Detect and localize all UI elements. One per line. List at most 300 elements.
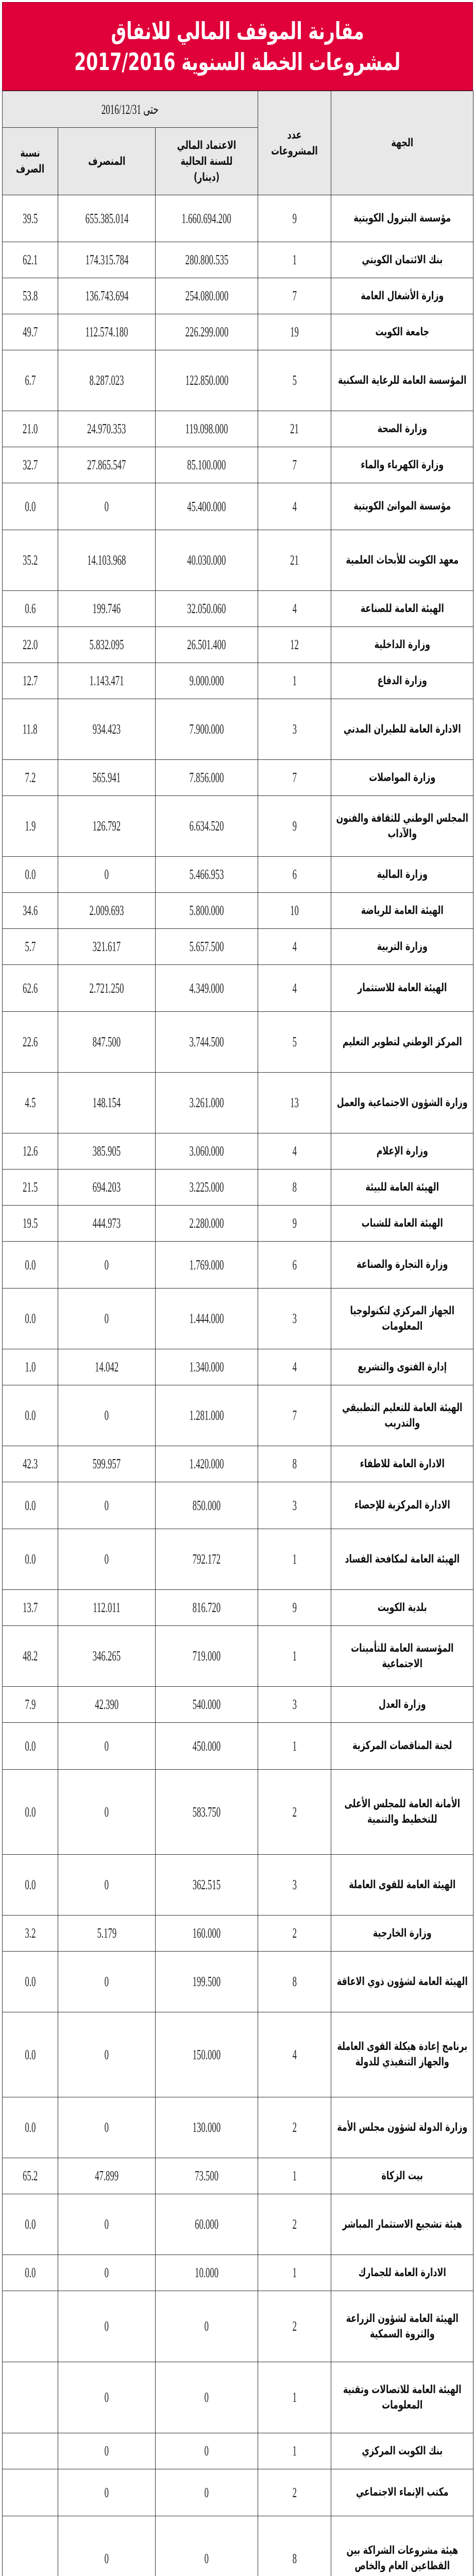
cell-count: 7 <box>258 760 331 796</box>
cell-entity: المركز الوطني لتطوير التعليم <box>331 1012 473 1073</box>
cell-count: 1 <box>258 1529 331 1590</box>
cell-entity: معهد الكويت للأبحاث العلمية <box>331 530 473 591</box>
header-spent: المنصرف <box>58 128 156 195</box>
cell-count: 1 <box>258 1723 331 1770</box>
table-row <box>3 1289 473 1349</box>
cell-spent: 655.385.014 <box>58 195 156 242</box>
table-row <box>3 1916 473 1952</box>
cell-count: 1 <box>258 242 331 278</box>
table-row <box>3 627 473 663</box>
cell-spent: 14.042 <box>58 1349 156 1385</box>
cell-spent: 2.721.250 <box>58 965 156 1012</box>
cell-spent: 0 <box>58 483 156 530</box>
cell-spent: 321.617 <box>58 929 156 965</box>
cell-spent: 0 <box>58 1385 156 1446</box>
cell-allocation: 7.856.000 <box>156 760 258 796</box>
cell-pct: 0.0 <box>3 2012 58 2097</box>
cell-entity: مؤسسة الموانئ الكويتية <box>331 483 473 530</box>
cell-count: 2 <box>258 1916 331 1952</box>
cell-spent: 148.154 <box>58 1073 156 1133</box>
cell-spent: 599.957 <box>58 1446 156 1482</box>
cell-pct: 53.8 <box>3 278 58 314</box>
cell-count: 9 <box>258 1206 331 1242</box>
cell-allocation: 122.850.000 <box>156 350 258 411</box>
cell-allocation: 40.030.000 <box>156 530 258 591</box>
cell-entity: الهيئة العامة لشؤون ذوي الاعاقة <box>331 1952 473 2012</box>
cell-allocation: 199.500 <box>156 1952 258 2012</box>
cell-pct: 12.7 <box>3 663 58 699</box>
cell-count: 3 <box>258 1855 331 1916</box>
cell-allocation: 1.340.000 <box>156 1349 258 1385</box>
cell-entity: الهيئة العامة لمكافحة الفساد <box>331 1529 473 1590</box>
title-band <box>2 2 473 91</box>
cell-count: 21 <box>258 411 331 447</box>
cell-entity: الادارة العامة للجمارك <box>331 2255 473 2291</box>
cell-spent: 0 <box>58 1723 156 1770</box>
cell-count: 9 <box>258 1590 331 1626</box>
table-row <box>3 1349 473 1385</box>
cell-allocation: 5.466.953 <box>156 857 258 893</box>
cell-spent: 565.941 <box>58 760 156 796</box>
cell-allocation: 254.080.000 <box>156 278 258 314</box>
cell-allocation: 0 <box>156 2362 258 2433</box>
table-body <box>3 195 473 2576</box>
cell-count: 5 <box>258 1012 331 1073</box>
table-row <box>3 2255 473 2291</box>
cell-allocation: 32.050.060 <box>156 591 258 627</box>
cell-entity: الهيئة العامة للتعليم التطبيقي والتدريب <box>331 1385 473 1446</box>
table-row <box>3 2291 473 2362</box>
table-row <box>3 2194 473 2255</box>
cell-entity: الجهاز المركزي لتكنولوجيا المعلومات <box>331 1289 473 1349</box>
cell-allocation: 0 <box>156 2291 258 2362</box>
table-row <box>3 1133 473 1170</box>
cell-allocation: 1.660.694.200 <box>156 195 258 242</box>
table-row <box>3 965 473 1012</box>
cell-count: 2 <box>258 2469 331 2516</box>
cell-entity: الأمانة العامة للمجلس الأعلى للتخطيط والتنمية <box>331 1770 473 1855</box>
cell-spent: 0 <box>58 2516 156 2576</box>
cell-pct: 5.7 <box>3 929 58 965</box>
cell-pct: 0.0 <box>3 1385 58 1446</box>
cell-spent: 0 <box>58 1529 156 1590</box>
table-row <box>3 1482 473 1529</box>
cell-entity: بلدية الكويت <box>331 1590 473 1626</box>
cell-spent: 112.011 <box>58 1590 156 1626</box>
cell-pct <box>3 2469 58 2516</box>
cell-spent: 27.865.547 <box>58 447 156 483</box>
cell-entity: وزارة الكهرباء والماء <box>331 447 473 483</box>
cell-count: 6 <box>258 857 331 893</box>
cell-spent: 42.390 <box>58 1687 156 1723</box>
cell-allocation: 583.750 <box>156 1770 258 1855</box>
cell-count: 3 <box>258 699 331 760</box>
cell-pct <box>3 2362 58 2433</box>
cell-spent: 0 <box>58 1242 156 1289</box>
table-row <box>3 1206 473 1242</box>
cell-pct: 21.5 <box>3 1170 58 1206</box>
cell-entity: وزارة المالية <box>331 857 473 893</box>
cell-pct: 0.0 <box>3 1723 58 1770</box>
cell-allocation: 3.744.500 <box>156 1012 258 1073</box>
cell-pct: 0.0 <box>3 1529 58 1590</box>
cell-pct: 48.2 <box>3 1626 58 1687</box>
cell-allocation: 362.515 <box>156 1855 258 1916</box>
cell-entity: المؤسسة العامة للرعاية السكنية <box>331 350 473 411</box>
cell-allocation: 816.720 <box>156 1590 258 1626</box>
cell-spent: 0 <box>58 2097 156 2158</box>
cell-allocation: 130.000 <box>156 2097 258 2158</box>
header-pct: نسبة الصرف <box>3 128 58 195</box>
cell-allocation: 60.000 <box>156 2194 258 2255</box>
cell-count: 2 <box>258 2194 331 2255</box>
cell-allocation: 150.000 <box>156 2012 258 2097</box>
cell-spent: 8.287.023 <box>58 350 156 411</box>
cell-count: 6 <box>258 1242 331 1289</box>
header-period: حتى 2016/12/31 <box>3 91 258 128</box>
cell-spent: 112.574.180 <box>58 314 156 350</box>
cell-pct: 0.0 <box>3 857 58 893</box>
cell-pct: 0.0 <box>3 1770 58 1855</box>
table-row <box>3 929 473 965</box>
table-row <box>3 530 473 591</box>
cell-pct <box>3 2433 58 2469</box>
cell-count: 10 <box>258 893 331 929</box>
cell-entity: الادارة العامة للاطفاء <box>331 1446 473 1482</box>
cell-allocation: 540.000 <box>156 1687 258 1723</box>
table-row <box>3 278 473 314</box>
cell-allocation: 6.634.520 <box>156 796 258 857</box>
cell-pct: 19.5 <box>3 1206 58 1242</box>
cell-entity: الادارة العامة للطيران المدني <box>331 699 473 760</box>
cell-spent: 1.143.471 <box>58 663 156 699</box>
cell-pct: 0.0 <box>3 1952 58 2012</box>
cell-entity: هيئة تشجيع الاستثمار المباشر <box>331 2194 473 2255</box>
cell-spent: 694.203 <box>58 1170 156 1206</box>
cell-pct: 13.7 <box>3 1590 58 1626</box>
cell-allocation: 450.000 <box>156 1723 258 1770</box>
table-row <box>3 1687 473 1723</box>
cell-allocation: 0 <box>156 2516 258 2576</box>
cell-entity: الهيئة العامة للاتصالات وتقنية المعلومات <box>331 2362 473 2433</box>
cell-count: 7 <box>258 447 331 483</box>
cell-allocation: 45.400.000 <box>156 483 258 530</box>
table-row <box>3 1073 473 1133</box>
cell-pct: 35.2 <box>3 530 58 591</box>
cell-entity: وزارة المواصلات <box>331 760 473 796</box>
cell-allocation: 1.281.000 <box>156 1385 258 1446</box>
cell-spent: 24.970.353 <box>58 411 156 447</box>
cell-count: 2 <box>258 1770 331 1855</box>
cell-count: 4 <box>258 2012 331 2097</box>
table-row <box>3 1012 473 1073</box>
table-row <box>3 663 473 699</box>
cell-pct: 3.2 <box>3 1916 58 1952</box>
table-row <box>3 2362 473 2433</box>
cell-pct: 49.7 <box>3 314 58 350</box>
table-row <box>3 1626 473 1687</box>
cell-allocation: 85.100.000 <box>156 447 258 483</box>
cell-pct: 32.7 <box>3 447 58 483</box>
table-row <box>3 2097 473 2158</box>
cell-allocation: 73.500 <box>156 2158 258 2194</box>
cell-allocation: 160.000 <box>156 1916 258 1952</box>
table-row <box>3 2469 473 2516</box>
cell-spent: 136.743.694 <box>58 278 156 314</box>
cell-count: 3 <box>258 1687 331 1723</box>
cell-pct: 42.3 <box>3 1446 58 1482</box>
cell-spent: 0 <box>58 1770 156 1855</box>
table-row <box>3 1170 473 1206</box>
cell-spent: 0 <box>58 2255 156 2291</box>
cell-count: 4 <box>258 483 331 530</box>
cell-allocation: 2.280.000 <box>156 1206 258 1242</box>
table-row <box>3 2516 473 2576</box>
header-count: عدد المشروعات <box>258 91 331 195</box>
table-row <box>3 1529 473 1590</box>
cell-entity: الهيئة العامة للرياضة <box>331 893 473 929</box>
cell-allocation: 26.501.400 <box>156 627 258 663</box>
cell-spent: 5.179 <box>58 1916 156 1952</box>
cell-entity: بيت الزكاة <box>331 2158 473 2194</box>
cell-pct: 0.0 <box>3 2194 58 2255</box>
cell-pct: 22.0 <box>3 627 58 663</box>
cell-spent: 0 <box>58 1952 156 2012</box>
table-row <box>3 1723 473 1770</box>
cell-entity: مكتب الإنماء الاجتماعي <box>331 2469 473 2516</box>
title-line-2: لمشروعات الخطة السنوية 2017/2016 <box>74 48 401 76</box>
infographic-sheet <box>2 2 473 2576</box>
cell-count: 19 <box>258 314 331 350</box>
cell-entity: المؤسسة العامة للتأمينات الاجتماعية <box>331 1626 473 1687</box>
cell-entity: وزارة التجارة والصناعة <box>331 1242 473 1289</box>
table-row <box>3 893 473 929</box>
table-row <box>3 195 473 242</box>
cell-pct: 39.5 <box>3 195 58 242</box>
table-row <box>3 483 473 530</box>
cell-allocation: 719.000 <box>156 1626 258 1687</box>
cell-entity: الهيئة العامة للشباب <box>331 1206 473 1242</box>
cell-count: 5 <box>258 350 331 411</box>
cell-pct: 0.0 <box>3 2097 58 2158</box>
cell-allocation: 0 <box>156 2433 258 2469</box>
cell-entity: الادارة المركزية للإحصاء <box>331 1482 473 1529</box>
table-row <box>3 2158 473 2194</box>
cell-count: 1 <box>258 2362 331 2433</box>
cell-entity: وزارة الداخلية <box>331 627 473 663</box>
table-row <box>3 796 473 857</box>
cell-spent: 0 <box>58 1289 156 1349</box>
cell-count: 3 <box>258 1482 331 1529</box>
cell-pct: 0.0 <box>3 1242 58 1289</box>
cell-entity: هيئة مشروعات الشراكة بين القطاعين العام والخاص <box>331 2516 473 2576</box>
cell-spent: 0 <box>58 2291 156 2362</box>
cell-entity: وزارة الإعلام <box>331 1133 473 1170</box>
cell-entity: الهيئة العامة للقوى العاملة <box>331 1855 473 1916</box>
cell-spent: 2.009.693 <box>58 893 156 929</box>
cell-count: 4 <box>258 1349 331 1385</box>
cell-count: 1 <box>258 2158 331 2194</box>
cell-entity: جامعة الكويت <box>331 314 473 350</box>
cell-allocation: 280.800.535 <box>156 242 258 278</box>
cell-spent: 5.832.095 <box>58 627 156 663</box>
cell-spent: 0 <box>58 2433 156 2469</box>
header-entity: الجهة <box>331 91 473 195</box>
cell-entity: برنامج إعادة هيكلة القوى العاملة والجهاز التنفيذي للدولة <box>331 2012 473 2097</box>
table-row <box>3 350 473 411</box>
cell-pct: 4.5 <box>3 1073 58 1133</box>
cell-allocation: 4.349.000 <box>156 965 258 1012</box>
cell-spent: 0 <box>58 2362 156 2433</box>
table-row <box>3 2012 473 2097</box>
cell-count: 9 <box>258 195 331 242</box>
cell-spent: 847.500 <box>58 1012 156 1073</box>
table-row <box>3 1385 473 1446</box>
cell-count: 8 <box>258 2516 331 2576</box>
cell-allocation: 3.060.000 <box>156 1133 258 1170</box>
cell-spent: 0 <box>58 2194 156 2255</box>
cell-count: 4 <box>258 591 331 627</box>
cell-pct: 22.6 <box>3 1012 58 1073</box>
cell-allocation: 0 <box>156 2469 258 2516</box>
table-row <box>3 242 473 278</box>
cell-pct: 0.6 <box>3 591 58 627</box>
cell-count: 3 <box>258 1289 331 1349</box>
cell-allocation: 5.657.500 <box>156 929 258 965</box>
cell-allocation: 119.098.000 <box>156 411 258 447</box>
cell-spent: 0 <box>58 857 156 893</box>
cell-pct: 1.9 <box>3 796 58 857</box>
cell-pct: 0.0 <box>3 1482 58 1529</box>
table-row <box>3 447 473 483</box>
cell-pct: 21.0 <box>3 411 58 447</box>
cell-count: 8 <box>258 1170 331 1206</box>
cell-entity: وزارة الدفاع <box>331 663 473 699</box>
cell-pct: 0.0 <box>3 483 58 530</box>
header-allocation: الاعتماد المالي للسنة الحالية (دينار) <box>156 128 258 195</box>
cell-count: 1 <box>258 663 331 699</box>
cell-count: 8 <box>258 1446 331 1482</box>
cell-entity: إدارة الفتوى والتشريع <box>331 1349 473 1385</box>
cell-count: 2 <box>258 2097 331 2158</box>
table-row <box>3 2433 473 2469</box>
cell-allocation: 1.420.000 <box>156 1446 258 1482</box>
spending-table <box>2 91 473 2576</box>
cell-pct: 62.6 <box>3 965 58 1012</box>
cell-spent: 0 <box>58 2469 156 2516</box>
cell-entity: وزارة الدولة لشؤون مجلس الأمة <box>331 2097 473 2158</box>
cell-spent: 934.423 <box>58 699 156 760</box>
cell-count: 4 <box>258 1133 331 1170</box>
cell-count: 13 <box>258 1073 331 1133</box>
cell-count: 1 <box>258 2433 331 2469</box>
cell-count: 1 <box>258 1626 331 1687</box>
cell-allocation: 5.800.000 <box>156 893 258 929</box>
cell-pct: 34.6 <box>3 893 58 929</box>
table-row <box>3 1952 473 2012</box>
cell-pct <box>3 2291 58 2362</box>
cell-allocation: 3.225.000 <box>156 1170 258 1206</box>
cell-pct: 7.2 <box>3 760 58 796</box>
cell-count: 4 <box>258 929 331 965</box>
table-row <box>3 1242 473 1289</box>
table-row <box>3 1446 473 1482</box>
cell-entity: بنك الائتمان الكويتي <box>331 242 473 278</box>
cell-allocation: 9.000.000 <box>156 663 258 699</box>
cell-entity: وزارة العدل <box>331 1687 473 1723</box>
title-line-1: مقارنة الموقف المالي للانفاق <box>111 17 364 45</box>
cell-pct: 11.8 <box>3 699 58 760</box>
cell-count: 7 <box>258 1385 331 1446</box>
cell-count: 12 <box>258 627 331 663</box>
cell-entity: مؤسسة البترول الكويتية <box>331 195 473 242</box>
cell-entity: وزارة الأشغال العامة <box>331 278 473 314</box>
cell-allocation: 3.261.000 <box>156 1073 258 1133</box>
cell-count: 4 <box>258 965 331 1012</box>
cell-spent: 0 <box>58 2012 156 2097</box>
cell-spent: 199.746 <box>58 591 156 627</box>
table-row <box>3 314 473 350</box>
table-row <box>3 699 473 760</box>
cell-spent: 14.103.968 <box>58 530 156 591</box>
cell-pct: 6.7 <box>3 350 58 411</box>
cell-entity: الهيئة العامة للصناعة <box>331 591 473 627</box>
cell-spent: 0 <box>58 1855 156 1916</box>
cell-allocation: 1.769.000 <box>156 1242 258 1289</box>
cell-count: 8 <box>258 1952 331 2012</box>
cell-spent: 346.265 <box>58 1626 156 1687</box>
cell-allocation: 10.000 <box>156 2255 258 2291</box>
cell-spent: 385.905 <box>58 1133 156 1170</box>
cell-allocation: 792.172 <box>156 1529 258 1590</box>
cell-entity: وزارة الخارجية <box>331 1916 473 1952</box>
cell-pct: 62.1 <box>3 242 58 278</box>
cell-count: 7 <box>258 278 331 314</box>
cell-spent: 126.792 <box>58 796 156 857</box>
cell-entity: لجنة المناقصات المركزية <box>331 1723 473 1770</box>
cell-pct: 0.0 <box>3 1289 58 1349</box>
table-row <box>3 857 473 893</box>
cell-spent: 47.899 <box>58 2158 156 2194</box>
cell-pct: 7.9 <box>3 1687 58 1723</box>
cell-entity: وزارة التربية <box>331 929 473 965</box>
cell-entity: وزارة الصحة <box>331 411 473 447</box>
cell-allocation: 7.900.000 <box>156 699 258 760</box>
cell-count: 9 <box>258 796 331 857</box>
cell-pct: 1.0 <box>3 1349 58 1385</box>
cell-spent: 174.315.784 <box>58 242 156 278</box>
cell-allocation: 1.444.000 <box>156 1289 258 1349</box>
table-row <box>3 411 473 447</box>
cell-pct <box>3 2516 58 2576</box>
cell-pct: 12.6 <box>3 1133 58 1170</box>
cell-spent: 0 <box>58 1482 156 1529</box>
cell-pct: 0.0 <box>3 2255 58 2291</box>
table-row <box>3 1855 473 1916</box>
cell-pct: 0.0 <box>3 1855 58 1916</box>
cell-allocation: 850.000 <box>156 1482 258 1529</box>
cell-count: 2 <box>258 2291 331 2362</box>
cell-count: 21 <box>258 530 331 591</box>
cell-spent: 444.973 <box>58 1206 156 1242</box>
cell-count: 1 <box>258 2255 331 2291</box>
cell-entity: الهيئة العامة لشؤون الزراعة والثروة السمكية <box>331 2291 473 2362</box>
cell-entity: الهيئة العامة للبيئة <box>331 1170 473 1206</box>
cell-entity: الهيئة العامة للاستثمار <box>331 965 473 1012</box>
table-row <box>3 1590 473 1626</box>
cell-entity: المجلس الوطني للثقافة والفنون والآداب <box>331 796 473 857</box>
cell-entity: وزارة الشؤون الاجتماعية والعمل <box>331 1073 473 1133</box>
